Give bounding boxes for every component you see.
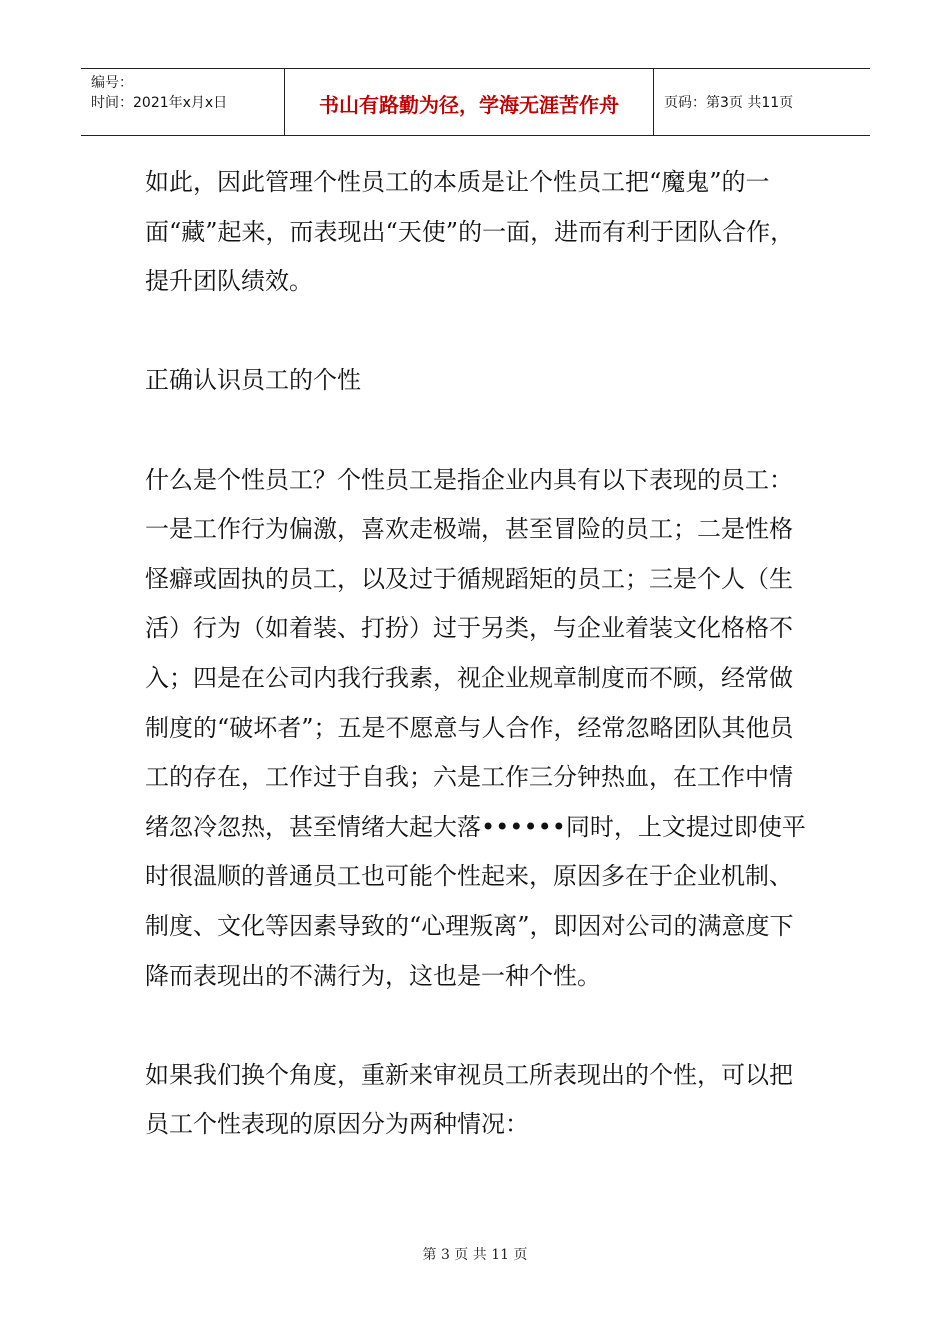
paragraph-3: 如果我们换个角度，重新来审视员工所表现出的个性，可以把员工个性表现的原因分为两种情况： (145, 1060, 793, 1139)
paragraph-1: 如此，因此管理个性员工的本质是让个性员工把“魔鬼”的一面“藏”起来，而表现出“天使”的一面，进而有利于团队合作，提升团队绩效。 (145, 168, 795, 296)
paragraph-gap (145, 1001, 815, 1051)
header-motto (284, 69, 654, 135)
paragraph-gap (145, 307, 815, 357)
document-time-label: 时间：2021年x月x日 (91, 95, 228, 111)
paragraph-2: 什么是个性员工？个性员工是指企业内具有以下表现的员工：一是工作行为偏激，喜欢走极端，甚至冒险的员工；二是性格怪癖或固执的员工，以及过于循规蹈矩的员工；三是个人（生活）行为（如着装、打扮）过于另类，与企业着装文化格格不入；四是在公司内我行我素，视企业规章制度而不顾，经常做制度的“破坏者”；五是不愿意与人合作，经常忽略团队其他员工的存在，工作过于自我；六是工作三分钟热血，在工作中情绪忽冷忽热，甚至情绪大起大落••••••同时，上文提过即使平时很温顺的普通员工也可能个性起来，原因多在于企业机制、制度、文化等因素导致的“心理叛离”，即因对公司的满意度下降而表现出的不满行为，这也是一种个性。 (145, 465, 806, 990)
header-meta (81, 69, 284, 135)
header-page-info (654, 69, 870, 135)
section-heading: 正确认识员工的个性 (145, 366, 361, 395)
page-info-text: 页码：第3页 共11页 (664, 95, 794, 111)
document-number-label: 编号： (91, 75, 133, 91)
document-body (145, 158, 815, 1150)
motto-text: 书山有路勤为径，学海无涯苦作舟 (319, 92, 619, 117)
page-footer: 第 3 页 共 11 页 (422, 1247, 528, 1263)
page-header (81, 68, 870, 136)
paragraph-gap (145, 406, 815, 456)
